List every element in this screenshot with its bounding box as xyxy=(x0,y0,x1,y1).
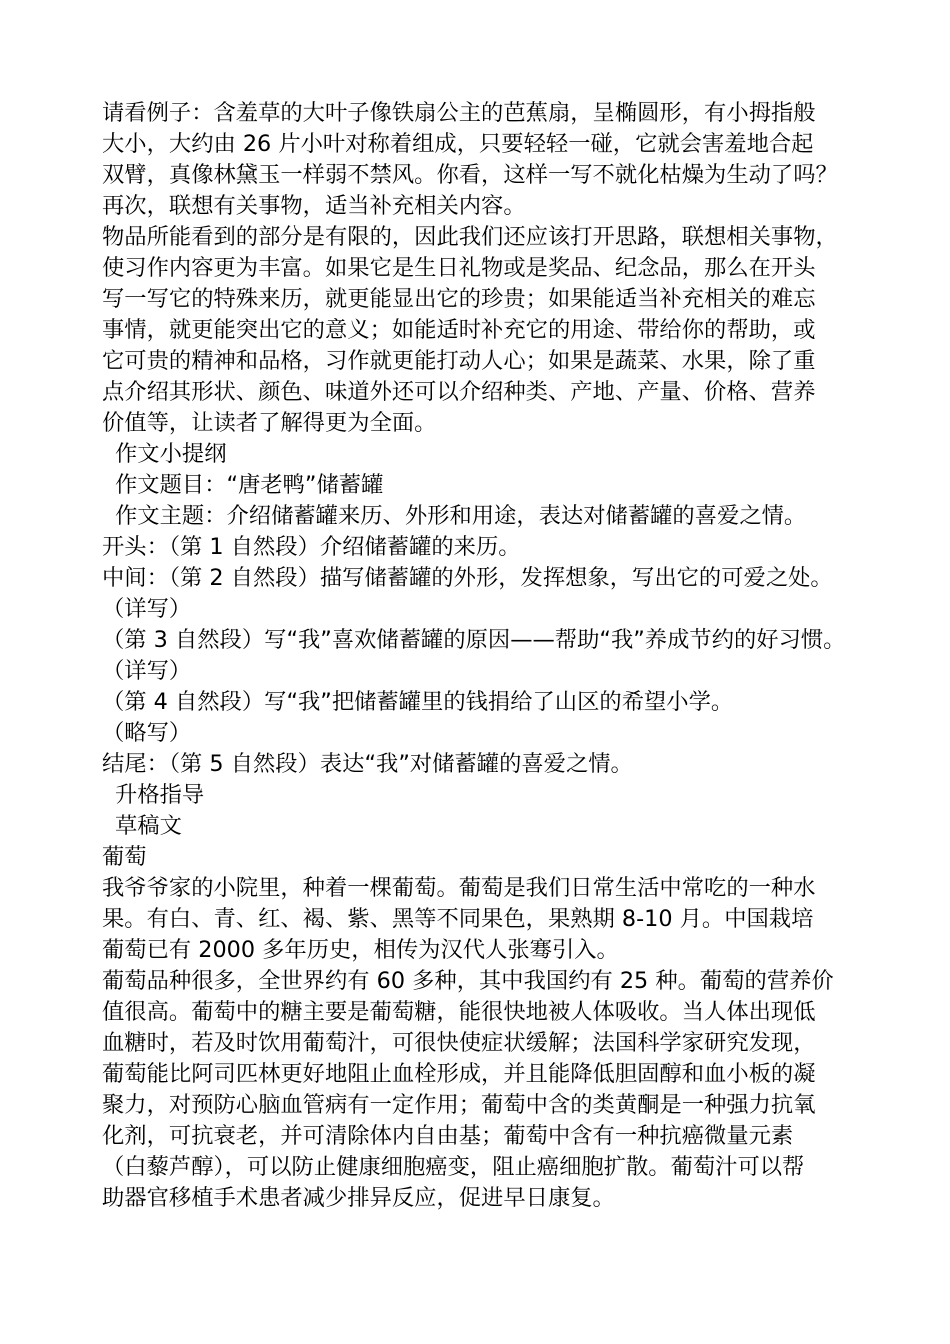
text-line: 葡萄 xyxy=(102,844,147,870)
text-line: 双臂，真像林黛玉一样弱不禁风。你看，这样一写不就化枯燥为生动了吗？ xyxy=(102,162,838,188)
text-line: 葡萄能比阿司匹林更好地阻止血栓形成，并且能降低胆固醇和血小板的凝 xyxy=(102,1061,816,1087)
text-line: 中间：（第 2 自然段）描写储蓄罐的外形，发挥想象，写出它的可爱之处。 xyxy=(102,565,833,591)
text-line: 作文题目：“唐老鸭”储蓄罐 xyxy=(115,472,384,498)
text-line: 物品所能看到的部分是有限的，因此我们还应该打开思路，联想相关事物， xyxy=(102,224,838,250)
text-line: （详写） xyxy=(102,596,192,622)
text-line: 请看例子：含羞草的大叶子像铁扇公主的芭蕉扇，呈椭圆形，有小拇指般 xyxy=(102,100,816,126)
text-line: （第 4 自然段）写“我”把储蓄罐里的钱捐给了山区的希望小学。 xyxy=(102,689,734,715)
document-page xyxy=(102,98,862,1214)
text-line: 化剂，可抗衰老，并可清除体内自由基；葡萄中含有一种抗癌微量元素 xyxy=(102,1123,794,1149)
text-line: 葡萄品种很多，全世界约有 60 多种，其中我国约有 25 种。葡萄的营养价 xyxy=(102,968,834,994)
text-line: 结尾：（第 5 自然段）表达“我”对储蓄罐的喜爱之情。 xyxy=(102,751,633,777)
text-line: （略写） xyxy=(102,720,192,746)
text-line: 价值等，让读者了解得更为全面。 xyxy=(102,410,437,436)
text-line: 开头：（第 1 自然段）介绍储蓄罐的来历。 xyxy=(102,534,521,560)
text-line: 事情，就更能突出它的意义；如能适时补充它的用途、带给你的帮助，或 xyxy=(102,317,816,343)
text-line: （第 3 自然段）写“我”喜欢储蓄罐的原因——帮助“我”养成节约的好习惯。 xyxy=(102,627,846,653)
text-line: 我爷爷家的小院里，种着一棵葡萄。葡萄是我们日常生活中常吃的一种水 xyxy=(102,875,816,901)
text-line: 再次，联想有关事物，适当补充相关内容。 xyxy=(102,193,526,219)
text-line: 作文小提纲 xyxy=(115,441,227,467)
text-line: 聚力，对预防心脑血管病有一定作用；葡萄中含的类黄酮是一种强力抗氧 xyxy=(102,1092,816,1118)
text-line: 点介绍其形状、颜色、味道外还可以介绍种类、产地、产量、价格、营养 xyxy=(102,379,816,405)
text-line: 血糖时，若及时饮用葡萄汁，可很快使症状缓解；法国科学家研究发现， xyxy=(102,1030,816,1056)
text-line: 葡萄已有 2000 多年历史，相传为汉代人张骞引入。 xyxy=(102,937,619,963)
text-line: 草稿文 xyxy=(115,813,182,839)
text-line: 写一写它的特殊来历，就更能显出它的珍贵；如果能适当补充相关的难忘 xyxy=(102,286,816,312)
text-line: 它可贵的精神和品格，习作就更能打动人心；如果是蔬菜、水果，除了重 xyxy=(102,348,816,374)
text-line: 助器官移植手术患者减少排异反应，促进早日康复。 xyxy=(102,1185,615,1211)
text-line: 值很高。葡萄中的糖主要是葡萄糖，能很快地被人体吸收。当人体出现低 xyxy=(102,999,816,1025)
text-line: 升格指导 xyxy=(115,782,205,808)
text-line: 使习作内容更为丰富。如果它是生日礼物或是奖品、纪念品，那么在开头 xyxy=(102,255,816,281)
text-line: （白藜芦醇），可以防止健康细胞癌变，阻止癌细胞扩散。葡萄汁可以帮 xyxy=(102,1154,805,1180)
text-line: （详写） xyxy=(102,658,192,684)
text-line: 作文主题：介绍储蓄罐来历、外形和用途，表达对储蓄罐的喜爱之情。 xyxy=(115,503,807,529)
text-line: 果。有白、青、红、褐、紫、黑等不同果色，果熟期 8-10 月。中国栽培 xyxy=(102,906,814,932)
text-line: 大小，大约由 26 片小叶对称着组成，只要轻轻一碰，它就会害羞地合起 xyxy=(102,131,814,157)
